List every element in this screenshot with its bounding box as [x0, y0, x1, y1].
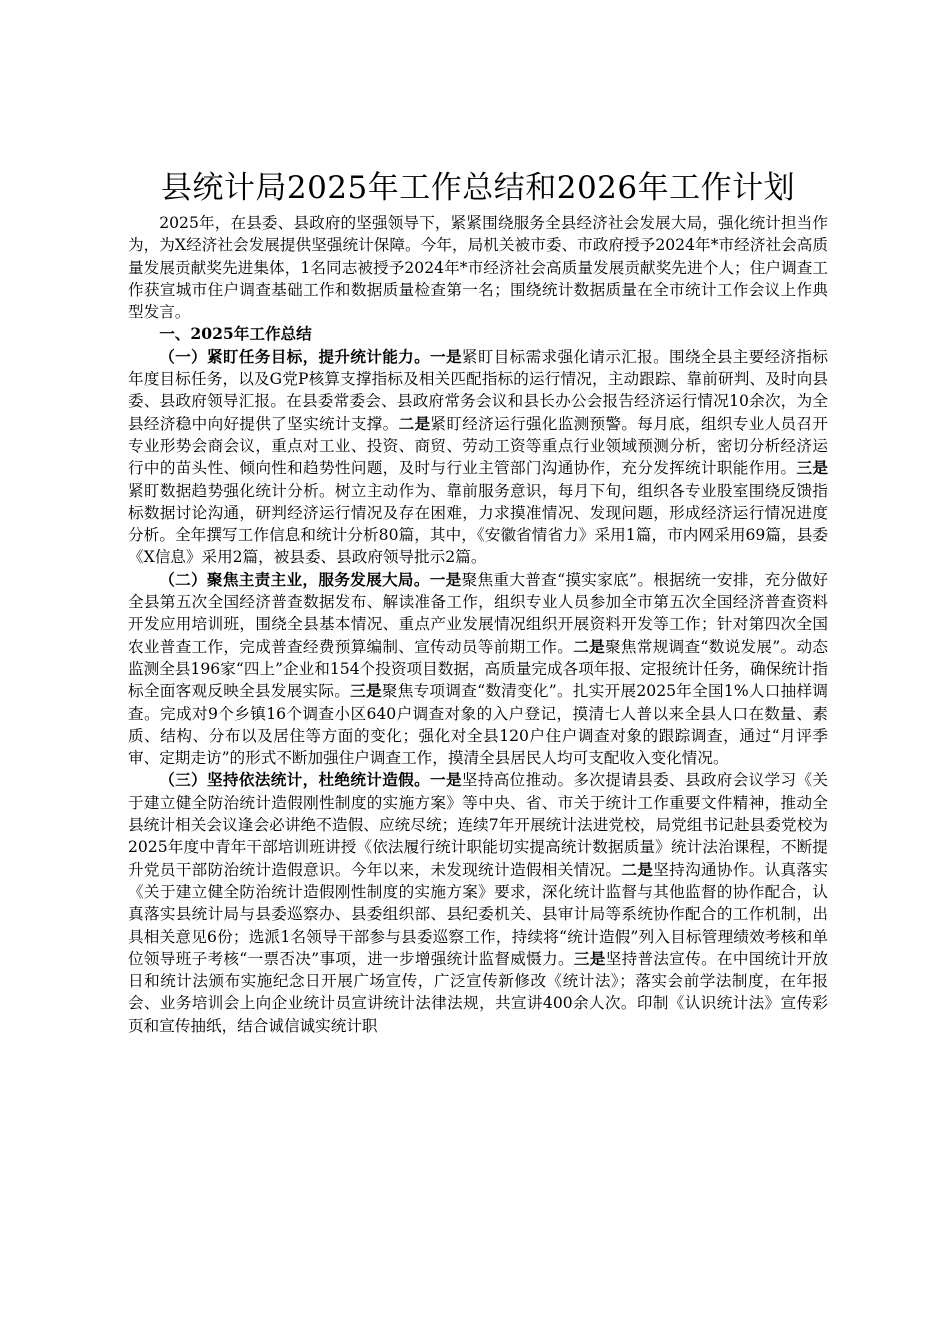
sub1-text-1: 紧盯目标需求强化请示汇报。围绕全县主要经济指标年度目标任务，以及G党P核算支撑指标及相关匹配指标的运行情况，主动跟踪、靠前研判、及时向县委、县政府领导汇报。在县委常委会、县政府常务会议和县长办公会报告经济运行情况10余次，为全县经济稳中向好提供了坚实统计支撑。: [128, 347, 828, 433]
document-page: [128, 168, 828, 1037]
sub3-text-1: 坚持高位推动。多次提请县委、县政府会议学习《关于建立健全防治统计造假刚性制度的实施方案》等中央、省、市关于统计工作重要文件精神，推动全县统计相关会议逢会必讲绝不造假、应统尽统；连续7年开展统计法进党校，局党组书记赴县委党校为2025年度中青年干部培训班讲授《依法履行统计职能切实提高统计数据质量》统计法治课程，不断提升党员干部防治统计造假意识。今年以来，未发现统计造假相关情况。: [128, 771, 828, 879]
sub2-lead-1: 一是: [429, 569, 462, 589]
intro-paragraph: 2025年，在县委、县政府的坚强领导下，紧紧围绕服务全县经济社会发展大局，强化统计担当作为，为X经济社会发展提供坚强统计保障。今年，局机关被市委、市政府授予2024年*市经济社会高质量发展贡献奖先进集体，1名同志被授予2024年*市经济社会高质量发展贡献奖先进个人；住户调查工作获宣城市住户调查基础工作和数据质量检查第一名；围绕统计数据质量在全市统计工作会议上作典型发言。: [128, 214, 828, 322]
sub1-lead-1: 一是: [430, 346, 462, 366]
sub3-text-2: 坚持沟通协作。认真落实《关于建立健全防治统计造假刚性制度的实施方案》要求，深化统计监督与其他监督的协作配合，认真落实县统计局与县委巡察办、县委组织部、县纪委机关、县审计局等系统协作配合的工作机制，出具相关意见6份；选派1名领导干部参与县委巡察工作，持续将“统计造假”列入目标管理绩效考核和单位领导班子考核“一票否决”事项，进一步增强统计监督威慑力。: [128, 860, 828, 968]
sub2-lead-2: 二是: [573, 636, 606, 656]
section-heading-summary: 一、2025年工作总结: [159, 324, 312, 344]
sub1-lead-2: 二是: [398, 413, 431, 433]
sub3-lead-3: 三是: [573, 948, 606, 968]
sub3-heading: （三）坚持依法统计，杜绝统计造假。: [159, 770, 431, 790]
sub2-text-3: 聚焦专项调查“数清变化”。扎实开展2025年全国1%人口抽样调查。完成对9个乡镇16个调查小区640户调查对象的入户登记，摸清七人普以来全县人口在数量、素质、结构、分布以及居住等方面的变化；强化对全县120户住户调查对象的跟踪调查，通过“月评季审、定期走访”的形式不断加强住户调查工作，摸清全县居民人均可支配收入变化情况。: [128, 682, 828, 768]
sub3-text-3: 坚持普法宣传。在中国统计开放日和统计法颁布实施纪念日开展广场宣传，广泛宣传新修改《统计法》；落实会前学法制度，在年报会、业务培训会上向企业统计员宣讲统计法律法规，共宣讲400余人次。印制《认识统计法》宣传彩页和宣传抽纸，结合诚信诚实统计职: [128, 949, 828, 1035]
sub1-lead-3: 三是: [796, 458, 828, 478]
sub3-paragraph: [128, 769, 828, 1037]
sub3-lead-1: 一是: [430, 770, 462, 790]
sub1-heading: （一）紧盯任务目标，提升统计能力。: [159, 346, 431, 366]
sub2-text-1: 聚焦重大普查“摸实家底”。根据统一安排，充分做好全县第五次全国经济普查数据发布、解读准备工作，组织专业人员参加全市第五次全国经济普查资料开发应用培训班，围绕全县基本情况、重点产业发展情况组织开展资料开发等工作；针对第四次全国农业普查工作，完成普查经费预算编制、宣传动员等前期工作。: [128, 570, 828, 656]
sub2-text-2: 聚焦常规调查“数说发展”。动态监测全县196家“四上”企业和154个投资项目数据，高质量完成各项年报、定报统计任务，确保统计指标全面客观反映全县发展实际。: [128, 637, 828, 701]
sub2-heading: （二）聚焦主责主业，服务发展大局。: [159, 569, 430, 589]
sub3-lead-2: 二是: [621, 859, 654, 879]
sub1-paragraph: [128, 346, 828, 569]
document-title: 县统计局2025年工作总结和2026年工作计划: [160, 170, 796, 206]
sub1-text-3: 紧盯数据趋势强化统计分析。树立主动作为、靠前服务意识，每月下旬，组织各专业股室围绕反馈指标数据讨论沟通，研判经济运行情况及存在困难，力求摸准情况、发现问题，形成经济运行情况进度分析。全年撰写工作信息和统计分析80篇，其中，《安徽省情省力》采用1篇，市内网采用69篇，县委《X信息》采用2篇，被县委、县政府领导批示2篇。: [128, 481, 828, 567]
sub2-paragraph: [128, 569, 828, 770]
sub1-text-2: 紧盯经济运行强化监测预警。每月底，组织专业人员召开专业形势会商会议，重点对工业、投资、商贸、劳动工资等重点行业领域预测分析，密切分析经济运行中的苗头性、倾向性和趋势性问题，及时与行业主管部门沟通协作，充分发挥统计职能作用。: [128, 414, 828, 478]
sub2-lead-3: 三是: [350, 681, 382, 701]
